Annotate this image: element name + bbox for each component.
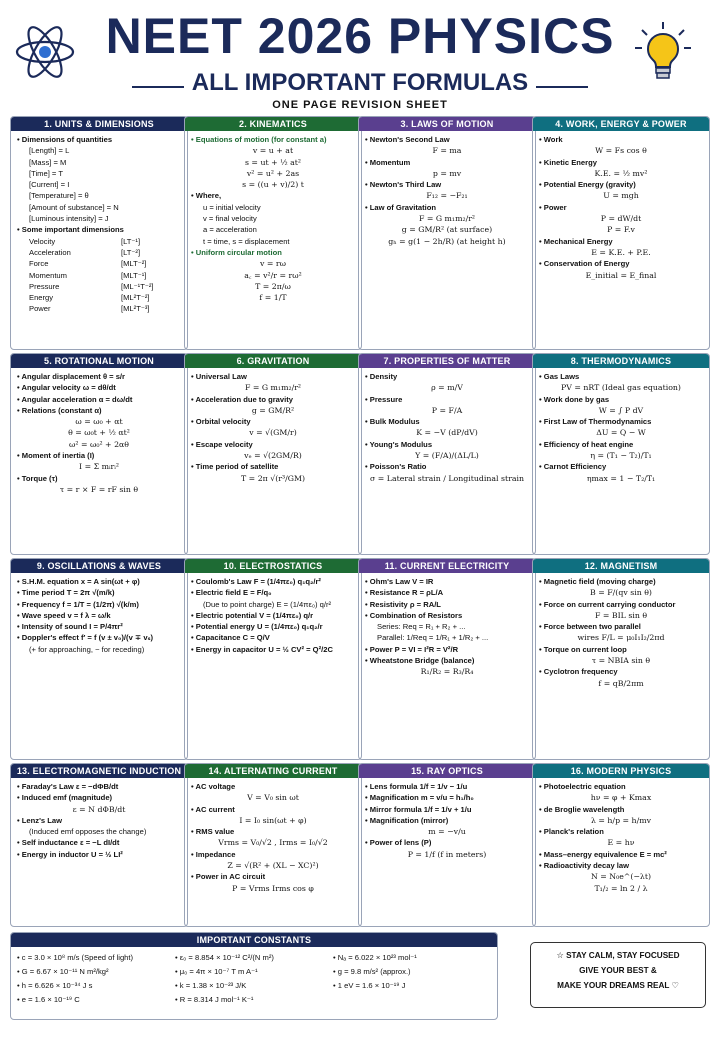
box-body <box>185 573 361 658</box>
formula-equation: θ = ω₀t + ½ αt² <box>68 428 130 438</box>
formula-equation: Z = √(R² + (XL − XC)²) <box>227 861 319 871</box>
box-body <box>533 778 709 897</box>
formula-heading: • S.H.M. equation x = A sin(ωt + φ) <box>17 576 181 587</box>
star-icon: ☆ <box>556 951 564 960</box>
formula-heading: • Bulk Modulus <box>365 416 529 427</box>
formula-heading: • Ohm's Law V = IR <box>365 576 529 587</box>
formula-equation: U = mgh <box>603 191 639 201</box>
formula-heading: • Where, <box>191 190 355 201</box>
formula-heading: • Mass–energy equivalence E = mc² <box>539 849 703 860</box>
formula-note: [Time] = T <box>29 168 63 178</box>
box-body <box>11 573 187 658</box>
formula-heading: • Density <box>365 371 529 382</box>
constant-item <box>333 993 491 1007</box>
formula-note: [Current] = I <box>29 180 70 190</box>
formula-heading: • Energy in capacitor U = ½ CV² = Q²/2C <box>191 644 355 655</box>
formula-heading: • Resistivity ρ = RA/L <box>365 599 529 610</box>
box-body <box>533 131 709 284</box>
formula-equation: E = hν <box>607 838 635 848</box>
box-body <box>185 778 361 897</box>
formula-note: u = initial velocity <box>203 202 261 212</box>
formula-box-15 <box>358 763 536 927</box>
dimension-row <box>17 292 181 303</box>
formula-heading: • Work <box>539 134 703 145</box>
quantity-dimension: [LT⁻¹] <box>121 236 141 246</box>
formula-heading: • Power P = VI = I²R = V²/R <box>365 644 529 655</box>
bullet-icon: • <box>333 981 338 990</box>
dimension-row <box>17 281 181 292</box>
quantity-name: Power <box>29 304 51 314</box>
formula-equation: f = qB/2πm <box>598 678 644 688</box>
quantity-dimension: [MLT⁻²] <box>121 259 147 269</box>
formula-heading: • Radioactivity decay law <box>539 860 703 871</box>
quantity-name: Force <box>29 259 49 269</box>
formula-equation: T₁/₂ = ln 2 / λ <box>594 883 648 893</box>
formula-box-9 <box>10 558 188 760</box>
formula-equation: E = K.E. + P.E. <box>591 247 651 257</box>
dimension-row <box>17 270 181 281</box>
formula-heading: • Planck's relation <box>539 826 703 837</box>
formula-heading: • Young's Modulus <box>365 439 529 450</box>
formula-heading: • Power <box>539 202 703 213</box>
box-title: 16. MODERN PHYSICS <box>533 764 709 778</box>
formula-equation: v² = u² + 2as <box>246 168 300 178</box>
quantity-name: Pressure <box>29 281 60 291</box>
bullet-icon: • <box>17 981 22 990</box>
formula-note: Parallel: 1/Req = 1/R₁ + 1/R₂ + ... <box>377 633 489 643</box>
box-title: 8. THERMODYNAMICS <box>533 354 709 368</box>
constants-title: IMPORTANT CONSTANTS <box>11 933 497 947</box>
formula-note: Series: Req = R₁ + R₂ + ... <box>377 622 466 632</box>
formula-equation: vₑ = √(2GM/R) <box>244 451 302 461</box>
box-body <box>11 368 187 498</box>
heart-icon: ♡ <box>671 981 679 990</box>
box-title: 3. LAWS OF MOTION <box>359 117 535 131</box>
formula-equation: F = G m₁m₂/r² <box>244 383 302 393</box>
formula-box-11 <box>358 558 536 760</box>
motivation-line-1: STAY CALM, STAY FOCUSED <box>566 951 680 960</box>
formula-box-10 <box>184 558 362 760</box>
box-title: 4. WORK, ENERGY & POWER <box>533 117 709 131</box>
formula-heading: • Magnetic field (moving charge) <box>539 576 703 587</box>
formula-heading: • Momentum <box>365 157 529 168</box>
bullet-icon: • <box>175 981 180 990</box>
formula-heading: • Uniform circular motion <box>191 247 355 258</box>
box-body <box>185 368 361 487</box>
formula-note: [Length] = L <box>29 146 70 156</box>
quantity-dimension: [MLT⁻¹] <box>121 270 147 280</box>
quantity-dimension: [LT⁻²] <box>121 247 141 257</box>
formula-heading: • Carnot Efficiency <box>539 461 703 472</box>
formula-equation: P = F/A <box>431 405 463 415</box>
formula-note: [Amount of substance] = N <box>29 202 119 212</box>
formula-equation: σ = Lateral strain / Longitudinal strain <box>369 473 525 483</box>
light-bulb-icon <box>632 20 694 86</box>
formula-heading: • Time period T = 2π √(m/k) <box>17 587 181 598</box>
formula-heading: • Cyclotron frequency <box>539 666 703 677</box>
box-body <box>185 131 361 306</box>
formula-heading: • Mechanical Energy <box>539 236 703 247</box>
bullet-icon: • <box>17 967 22 976</box>
formula-heading: • Some important dimensions <box>17 224 181 235</box>
formula-equation: p = mv <box>432 168 462 178</box>
formula-heading: • Work done by gas <box>539 394 703 405</box>
formula-equation: s = ((u + v)/2) t <box>242 180 304 190</box>
formula-heading: • Frequency f = 1/T = (1/2π) √(k/m) <box>17 599 181 610</box>
formula-heading: • Magnification (mirror) <box>365 815 529 826</box>
bullet-icon: • <box>333 953 338 962</box>
formula-heading: • Dimensions of quantities <box>17 134 181 145</box>
formula-equation: F = BIL sin θ <box>594 610 648 620</box>
formula-equation: E_initial = E_final <box>585 270 657 280</box>
formula-equation: a꜀ = v²/r = rω² <box>244 270 302 280</box>
constant-value: G = 6.67 × 10⁻¹¹ N m²/kg² <box>21 967 109 976</box>
box-title: 13. ELECTROMAGNETIC INDUCTION <box>11 764 187 778</box>
dimension-row <box>17 236 181 247</box>
formula-heading: • Coulomb's Law F = (1/4πε₀) q₁q₂/r² <box>191 576 355 587</box>
box-title: 11. CURRENT ELECTRICITY <box>359 559 535 573</box>
formula-heading: • Escape velocity <box>191 439 355 450</box>
constant-item <box>17 993 175 1007</box>
formula-heading: • Impedance <box>191 849 355 860</box>
formula-box-14 <box>184 763 362 927</box>
formula-heading: • Universal Law <box>191 371 355 382</box>
formula-heading: • Torque on current loop <box>539 644 703 655</box>
formula-heading: • Moment of inertia (I) <box>17 450 181 461</box>
formula-heading: • RMS value <box>191 826 355 837</box>
formula-heading: • Power of lens (P) <box>365 837 529 848</box>
formula-equation: g = GM/R² (at surface) <box>401 225 493 235</box>
divider-right <box>536 86 588 88</box>
formula-heading: • Efficiency of heat engine <box>539 439 703 450</box>
constant-value: ε₀ = 8.854 × 10⁻¹² C²/(N m²) <box>179 953 274 962</box>
formula-equation: Vrms = V₀/√2 , Irms = I₀/√2 <box>218 838 328 848</box>
constant-item <box>175 951 333 965</box>
formula-heading: • Mirror formula 1/f = 1/v + 1/u <box>365 804 529 815</box>
formula-equation: η = (T₁ − T₂)/T₁ <box>590 451 652 461</box>
formula-heading: • Resistance R = ρL/A <box>365 587 529 598</box>
formula-heading: • Faraday's Law ε = −dΦB/dt <box>17 781 181 792</box>
constant-value: 1 eV = 1.6 × 10⁻¹⁹ J <box>337 981 406 990</box>
constant-item <box>333 965 491 979</box>
box-title: 14. ALTERNATING CURRENT <box>185 764 361 778</box>
formula-equation: ΔU = Q − W <box>596 428 646 438</box>
formula-heading: • Magnification m = v/u = h₁/h₀ <box>365 792 529 803</box>
formula-equation: ηmax = 1 − T₂/T₁ <box>586 473 656 483</box>
constant-value: c = 3.0 × 10⁸ m/s (Speed of light) <box>21 953 134 962</box>
formula-equation: T = 2π √(r³/GM) <box>241 473 305 483</box>
constant-item <box>333 979 491 993</box>
constant-value: R = 8.314 J mol⁻¹ K⁻¹ <box>179 995 254 1004</box>
formula-heading: • Time period of satellite <box>191 461 355 472</box>
formula-box-5 <box>10 353 188 555</box>
formula-heading: • Intensity of sound I = P/4πr² <box>17 621 181 632</box>
formula-heading: • Angular acceleration α = dω/dt <box>17 394 181 405</box>
formula-equation: s = ut + ½ at² <box>244 157 302 167</box>
page-subtitle: ALL IMPORTANT FORMULAS <box>191 69 529 96</box>
formula-heading: • Equations of motion (for constant a) <box>191 134 355 145</box>
formula-box-3 <box>358 116 536 350</box>
formula-note: [Mass] = M <box>29 157 67 167</box>
formula-heading: • Potential energy U = (1/4πε₀) q₁q₂/r <box>191 621 355 632</box>
box-title: 9. OSCILLATIONS & WAVES <box>11 559 187 573</box>
page-title: NEET 2026 PHYSICS <box>105 8 615 64</box>
constant-value: k = 1.38 × 10⁻²³ J/K <box>179 981 247 990</box>
formula-equation: v = u + at <box>252 146 294 156</box>
formula-note: (+ for approaching, − for receding) <box>29 644 145 654</box>
formula-heading: • Wave speed v = f λ = ω/k <box>17 610 181 621</box>
motivation-line-2: GIVE YOUR BEST & <box>579 966 657 975</box>
formula-heading: • Newton's Third Law <box>365 179 529 190</box>
formula-heading: • Power in AC circuit <box>191 871 355 882</box>
formula-equation: λ = h/p = h/mv <box>590 815 651 825</box>
bullet-icon: • <box>175 967 180 976</box>
constant-item <box>175 993 333 1007</box>
formula-heading: • Acceleration due to gravity <box>191 394 355 405</box>
formula-heading: • Electric potential V = (1/4πε₀) q/r <box>191 610 355 621</box>
box-body <box>533 573 709 692</box>
box-title: 10. ELECTROSTATICS <box>185 559 361 573</box>
bullet-icon: • <box>333 967 338 976</box>
formula-heading: • Wheatstone Bridge (balance) <box>365 655 529 666</box>
formula-equation: F = G m₁m₂/r² <box>418 214 476 224</box>
formula-equation: v = √(GM/r) <box>249 428 297 438</box>
constant-value: e = 1.6 × 10⁻¹⁹ C <box>21 995 80 1004</box>
formula-heading: • Lenz's Law <box>17 815 181 826</box>
formula-box-8 <box>532 353 710 555</box>
constant-item <box>175 979 333 993</box>
formula-heading: • Pressure <box>365 394 529 405</box>
formula-note: (Induced emf opposes the change) <box>29 827 147 837</box>
formula-equation: P = F.v <box>607 225 635 235</box>
formula-equation: W = Fs cos θ <box>595 146 647 156</box>
formula-heading: • Angular velocity ω = dθ/dt <box>17 382 181 393</box>
box-body <box>359 778 535 863</box>
quantity-name: Acceleration <box>29 247 71 257</box>
formula-equation: P = dW/dt <box>600 214 642 224</box>
formula-heading: • Lens formula 1/f = 1/v − 1/u <box>365 781 529 792</box>
formula-box-16 <box>532 763 710 927</box>
formula-equation: W = ∫ P dV <box>598 405 644 415</box>
formula-equation: τ = r × F = rF sin θ <box>59 484 139 494</box>
box-title: 7. PROPERTIES OF MATTER <box>359 354 535 368</box>
formula-heading: • Self inductance ε = −L dI/dt <box>17 837 181 848</box>
formula-equation: F = ma <box>432 146 462 156</box>
dimension-row <box>17 247 181 258</box>
formula-equation: PV = nRT (Ideal gas equation) <box>561 383 681 393</box>
bullet-icon: • <box>175 995 180 1004</box>
formula-equation: R₁/R₂ = R₃/R₄ <box>420 667 474 677</box>
formula-heading: • Gas Laws <box>539 371 703 382</box>
dimension-row <box>17 303 181 314</box>
formula-equation: hν = φ + Kmax <box>590 793 652 803</box>
formula-equation: Y = (F/A)/(ΔL/L) <box>415 451 479 461</box>
constant-value: μ₀ = 4π × 10⁻⁷ T m A⁻¹ <box>179 967 258 976</box>
formula-equation: B = F/(qv sin θ) <box>590 588 652 598</box>
formula-note: (Due to point charge) E = (1/4πε₀) q/r² <box>203 599 332 609</box>
constant-value: Nₐ = 6.022 × 10²³ mol⁻¹ <box>337 953 417 962</box>
formula-equation: V = V₀ sin ωt <box>247 793 299 803</box>
formula-heading: • Combination of Resistors <box>365 610 529 621</box>
box-body <box>359 131 535 250</box>
box-title: 5. ROTATIONAL MOTION <box>11 354 187 368</box>
quantity-name: Momentum <box>29 270 67 280</box>
formula-heading: • Force between two parallel <box>539 621 703 632</box>
formula-box-13 <box>10 763 188 927</box>
dimension-row <box>17 258 181 269</box>
constant-item <box>333 951 491 965</box>
formula-equation: ρ = m/V <box>431 383 463 393</box>
formula-box-4 <box>532 116 710 350</box>
formula-note: t = time, s = displacement <box>203 236 290 246</box>
formula-equation: N = N₀e^(−λt) <box>590 872 652 882</box>
formula-heading: • Photoelectric equation <box>539 781 703 792</box>
quantity-dimension: [ML⁻¹T⁻²] <box>121 281 154 291</box>
formula-equation: ω = ω₀ + αt <box>75 417 123 427</box>
constants-list <box>11 947 497 1011</box>
formula-equation: I = Σ mᵢrᵢ² <box>79 462 119 472</box>
formula-note: a = acceleration <box>203 225 257 235</box>
formula-equation: P = Vrms Irms cos φ <box>232 883 314 893</box>
formula-equation: ε = N dΦB/dt <box>72 804 126 814</box>
bullet-icon: • <box>175 953 180 962</box>
box-body <box>11 131 187 318</box>
box-title: 1. UNITS & DIMENSIONS <box>11 117 187 131</box>
formula-equation: v = rω <box>260 259 286 269</box>
formula-heading: • Induced emf (magnitude) <box>17 792 181 803</box>
box-body <box>359 368 535 487</box>
formula-heading: • Potential Energy (gravity) <box>539 179 703 190</box>
constants-panel <box>10 932 498 1020</box>
constant-item <box>17 951 175 965</box>
formula-heading: • AC current <box>191 804 355 815</box>
formula-equation: ω² = ω₀² + 2αθ <box>69 439 129 449</box>
formula-heading: • Capacitance C = Q/V <box>191 632 355 643</box>
formula-equation: wires F/L = μ₀I₁I₂/2πd <box>577 633 665 643</box>
formula-box-1 <box>10 116 188 350</box>
box-body <box>533 368 709 487</box>
box-title: 6. GRAVITATION <box>185 354 361 368</box>
bullet-icon: • <box>17 995 22 1004</box>
formula-heading: • Relations (constant α) <box>17 405 181 416</box>
page-tagline: ONE PAGE REVISION SHEET <box>272 99 448 111</box>
formula-heading: • Torque (τ) <box>17 473 181 484</box>
formula-heading: • Law of Gravitation <box>365 202 529 213</box>
formula-note: v = final velocity <box>203 214 257 224</box>
formula-equation: T = 2π/ω <box>255 281 291 291</box>
formula-box-2 <box>184 116 362 350</box>
formula-heading: • Orbital velocity <box>191 416 355 427</box>
formula-heading: • Electric field E = F/q₀ <box>191 587 355 598</box>
formula-note: [Temperature] = θ <box>29 191 89 201</box>
motivation-box <box>530 942 706 1008</box>
formula-box-12 <box>532 558 710 760</box>
formula-equation: m = −v/u <box>428 827 466 837</box>
formula-note: [Luminous intensity] = J <box>29 214 109 224</box>
constant-value: h = 6.626 × 10⁻³⁴ J s <box>21 981 93 990</box>
motivation-line-3: MAKE YOUR DREAMS REAL <box>557 981 670 990</box>
formula-heading: • de Broglie wavelength <box>539 804 703 815</box>
formula-heading: • Angular displacement θ = s/r <box>17 371 181 382</box>
formula-heading: • Newton's Second Law <box>365 134 529 145</box>
formula-equation: τ = NBIA sin θ <box>591 656 651 666</box>
bullet-icon: • <box>17 953 22 962</box>
formula-heading: • Energy in inductor U = ½ LI² <box>17 849 181 860</box>
formula-box-6 <box>184 353 362 555</box>
formula-heading: • Conservation of Energy <box>539 258 703 269</box>
formula-heading: • Doppler's effect f′ = f (v ± v₀)/(v ∓ vₛ) <box>17 632 181 643</box>
formula-equation: P = 1/f (f in meters) <box>407 849 487 859</box>
box-title: 15. RAY OPTICS <box>359 764 535 778</box>
quantity-dimension: [ML²T⁻²] <box>121 293 150 303</box>
formula-box-7 <box>358 353 536 555</box>
quantity-name: Velocity <box>29 236 56 246</box>
box-body <box>11 778 187 863</box>
formula-equation: f = 1/T <box>259 293 287 303</box>
constant-item <box>17 965 175 979</box>
formula-heading: • Poisson's Ratio <box>365 461 529 472</box>
formula-equation: gₕ = g(1 − 2h/R) (at height h) <box>388 236 506 246</box>
box-title: 2. KINEMATICS <box>185 117 361 131</box>
formula-equation: I = I₀ sin(ωt + φ) <box>239 815 307 825</box>
formula-equation: K = −V (dP/dV) <box>416 428 478 438</box>
formula-equation: g = GM/R² <box>251 405 295 415</box>
constant-item <box>17 979 175 993</box>
formula-heading: • Force on current carrying conductor <box>539 599 703 610</box>
formula-equation: F₁₂ = −F₂₁ <box>426 191 468 201</box>
quantity-dimension: [ML²T⁻³] <box>121 304 150 314</box>
formula-heading: • AC voltage <box>191 781 355 792</box>
quantity-name: Energy <box>29 293 54 303</box>
formula-equation: K.E. = ½ mv² <box>594 168 648 178</box>
box-body <box>359 573 535 681</box>
box-title: 12. MAGNETISM <box>533 559 709 573</box>
formula-heading: • First Law of Thermodynamics <box>539 416 703 427</box>
constant-item <box>175 965 333 979</box>
formula-heading: • Kinetic Energy <box>539 157 703 168</box>
constant-value: g = 9.8 m/s² (approx.) <box>337 967 411 976</box>
